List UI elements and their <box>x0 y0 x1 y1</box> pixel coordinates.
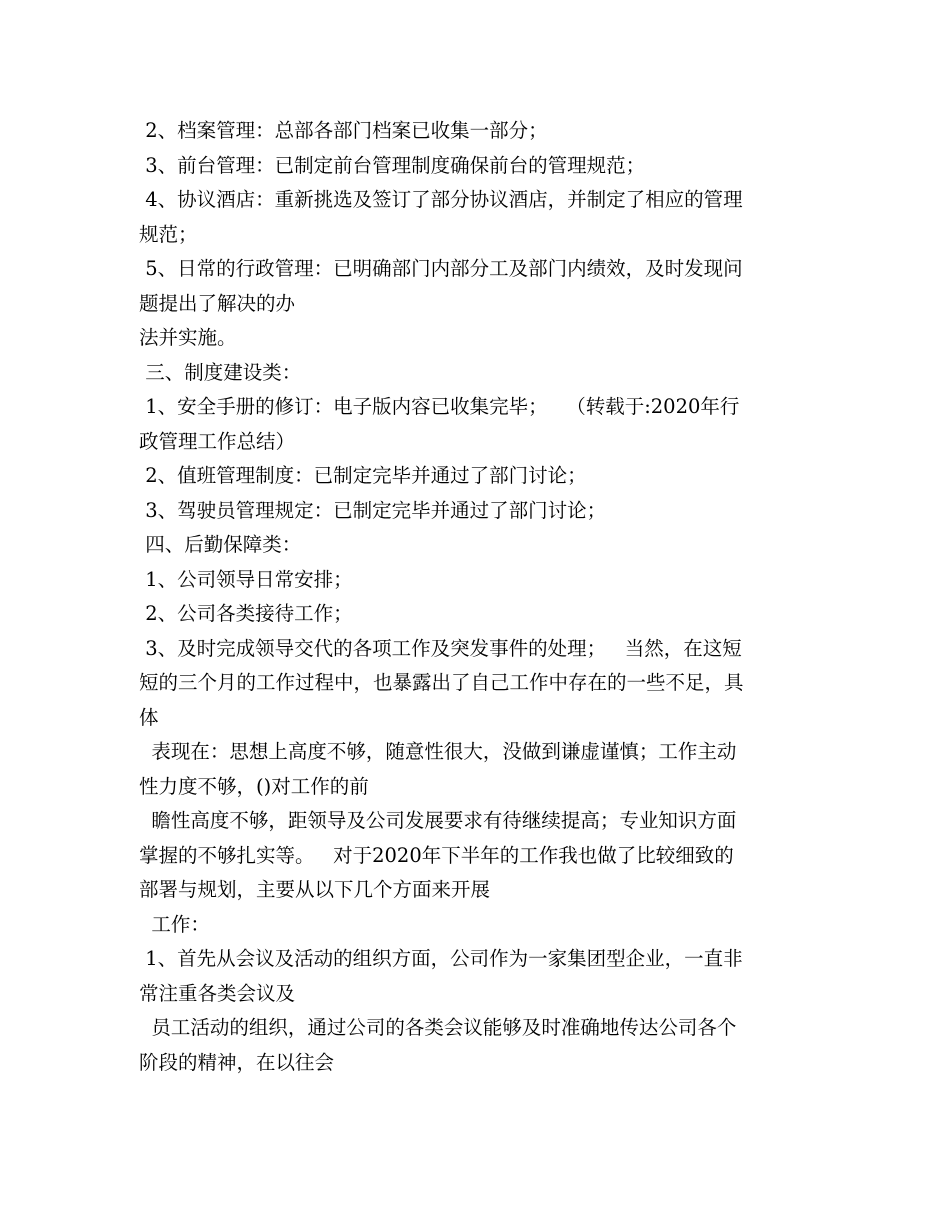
text-line: 法并实施。 <box>139 326 237 349</box>
text-line: 短的三个月的工作过程中，也暴露出了自己工作中存在的一些不足，具 <box>139 671 744 694</box>
text-line: 阶段的精神，在以往会 <box>139 1050 335 1074</box>
text-line: 3、及时完成领导交代的各项工作及突发事件的处理； 当然，在这短 <box>139 636 742 660</box>
text-line: 5、日常的行政管理：已明确部门内部分工及部门内绩效，及时发现问 <box>139 257 743 280</box>
text-line: 性力度不够，()对工作的前 <box>139 774 369 798</box>
section-heading: 四、后勤保障类： <box>139 533 302 556</box>
text-line: 常注重各类会议及 <box>139 981 296 1005</box>
text-line: 政管理工作总结） <box>139 429 296 453</box>
text-line: 瞻性高度不够，距领导及公司发展要求有待继续提高；专业知识方面 <box>139 809 737 832</box>
text-line: 3、驾驶员管理规定：已制定完毕并通过了部门讨论； <box>139 498 607 522</box>
text-line: 员工活动的组织，通过公司的各类会议能够及时准确地传达公司各个 <box>139 1016 737 1039</box>
text-line: 体 <box>139 705 159 729</box>
text-line: 规范； <box>139 222 198 246</box>
text-line: 1、首先从会议及活动的组织方面，公司作为一家集团型企业，一直非 <box>139 947 743 970</box>
text-line: 2、档案管理：总部各部门档案已收集一部分； <box>139 119 548 142</box>
document-body <box>139 114 815 1080</box>
text-line: 1、安全手册的修订：电子版内容已收集完毕； （转载于:2020年行 <box>139 395 740 418</box>
text-line: 2、公司各类接待工作； <box>139 602 353 625</box>
text-line: 表现在：思想上高度不够，随意性很大，没做到谦虚谨慎；工作主动 <box>139 740 737 763</box>
text-line: 3、前台管理：已制定前台管理制度确保前台的管理规范； <box>139 153 646 177</box>
text-line: 2、值班管理制度：已制定完毕并通过了部门讨论； <box>139 464 587 487</box>
text-line: 部署与规划，主要从以下几个方面来开展 <box>139 878 491 901</box>
text-line: 掌握的不够扎实等。 对于2020年下半年的工作我也做了比较细致的 <box>139 843 734 867</box>
text-line: 4、协议酒店：重新挑选及签订了部分协议酒店，并制定了相应的管理 <box>139 188 743 211</box>
text-line: 题提出了解决的办 <box>139 291 296 315</box>
text-line: 工作： <box>139 912 210 936</box>
section-heading: 三、制度建设类： <box>139 360 302 384</box>
text-line: 1、公司领导日常安排； <box>139 567 353 591</box>
